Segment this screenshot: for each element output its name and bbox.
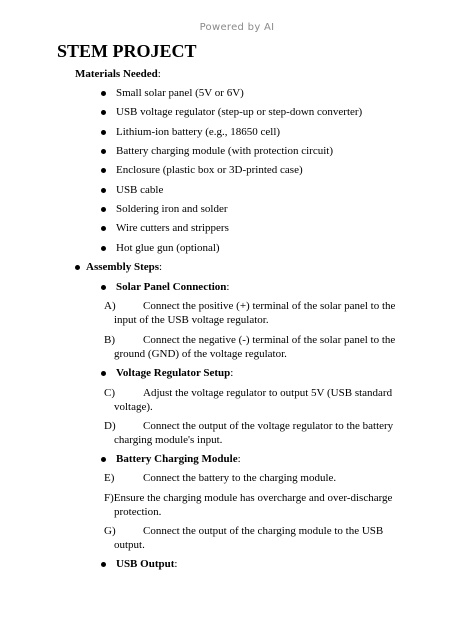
- powered-by-watermark: Powered by AI: [199, 22, 275, 33]
- step-letter: G): [104, 525, 116, 537]
- bullet-icon: [101, 207, 106, 212]
- materials-heading: [75, 67, 161, 81]
- bullet-icon: [101, 168, 106, 173]
- step-text-line1: Ensure the charging module has overcharge and over-discharge: [113, 492, 393, 504]
- bullet-icon: [101, 457, 106, 462]
- material-item-text: USB cable: [116, 184, 164, 196]
- step-text-line1: Connect the negative (-) terminal of the solar panel to the: [143, 334, 396, 346]
- step-text-line2: ground (GND) of the voltage regulator.: [114, 348, 287, 360]
- usb-heading-colon: :: [174, 558, 178, 570]
- step-letter: A): [104, 300, 116, 312]
- step-letter: C): [104, 387, 115, 399]
- step-item: [104, 491, 404, 519]
- bullet-icon: [101, 562, 106, 567]
- charging-section-heading: [116, 452, 241, 466]
- material-item-text: Hot glue gun (optional): [116, 242, 220, 254]
- regulator-heading-text: Voltage Regulator Setup: [116, 367, 231, 379]
- material-item-text: Soldering iron and solder: [116, 203, 228, 215]
- step-item: [104, 386, 404, 414]
- solar-section-heading: [116, 280, 229, 294]
- step-text-line2: protection.: [114, 506, 162, 518]
- bullet-icon: [101, 246, 106, 251]
- regulator-heading-colon: :: [230, 367, 234, 379]
- bullet-icon: [101, 226, 106, 231]
- step-text-line2: charging module's input.: [114, 434, 223, 446]
- step-item: [104, 419, 404, 447]
- material-item-text: Lithium-ion battery (e.g., 18650 cell): [116, 126, 281, 138]
- step-item: [104, 299, 404, 327]
- bullet-icon: [75, 265, 80, 270]
- step-letter: E): [104, 472, 115, 484]
- charging-heading-colon: :: [237, 453, 241, 465]
- solar-heading-colon: :: [226, 281, 230, 293]
- step-text-line1: Connect the battery to the charging module.: [143, 472, 337, 484]
- assembly-label: Assembly Steps: [86, 261, 160, 273]
- bullet-icon: [101, 91, 106, 96]
- step-text-line1: Connect the positive (+) terminal of the solar panel to the: [143, 300, 396, 312]
- step-text-line2: output.: [114, 539, 145, 551]
- regulator-section-heading: [116, 366, 233, 380]
- usb-heading-text: USB Output: [116, 558, 175, 570]
- assembly-colon: :: [159, 261, 163, 273]
- step-text-line2: voltage).: [114, 401, 153, 413]
- step-item: [104, 524, 404, 552]
- bullet-icon: [101, 149, 106, 154]
- material-item-text: Enclosure (plastic box or 3D-printed case): [116, 164, 303, 176]
- material-item-text: Small solar panel (5V or 6V): [116, 87, 244, 99]
- step-text-line2: input of the USB voltage regulator.: [114, 314, 269, 326]
- assembly-heading: [86, 260, 162, 274]
- charging-heading-text: Battery Charging Module: [116, 453, 238, 465]
- bullet-icon: [101, 110, 106, 115]
- materials-colon: :: [157, 68, 161, 80]
- bullet-icon: [101, 188, 106, 193]
- solar-heading-text: Solar Panel Connection: [116, 281, 227, 293]
- usb-section-heading: [116, 557, 177, 571]
- step-letter: F): [104, 492, 114, 504]
- step-item: [104, 333, 404, 361]
- step-text-line1: Adjust the voltage regulator to output 5V (USB standard: [143, 387, 393, 399]
- step-item: [104, 471, 404, 485]
- document-title: STEM PROJECT: [57, 41, 197, 61]
- material-item-text: USB voltage regulator (step-up or step-down converter): [116, 106, 363, 118]
- bullet-icon: [101, 130, 106, 135]
- step-letter: B): [104, 334, 115, 346]
- step-text-line1: Connect the output of the voltage regulator to the battery: [143, 420, 394, 432]
- step-text-line1: Connect the output of the charging module to the USB: [143, 525, 384, 537]
- materials-label: Materials Needed: [75, 68, 158, 80]
- bullet-icon: [101, 285, 106, 290]
- material-item-text: Wire cutters and strippers: [116, 222, 229, 234]
- material-item-text: Battery charging module (with protection circuit): [116, 145, 333, 157]
- bullet-icon: [101, 371, 106, 376]
- step-letter: D): [104, 420, 116, 432]
